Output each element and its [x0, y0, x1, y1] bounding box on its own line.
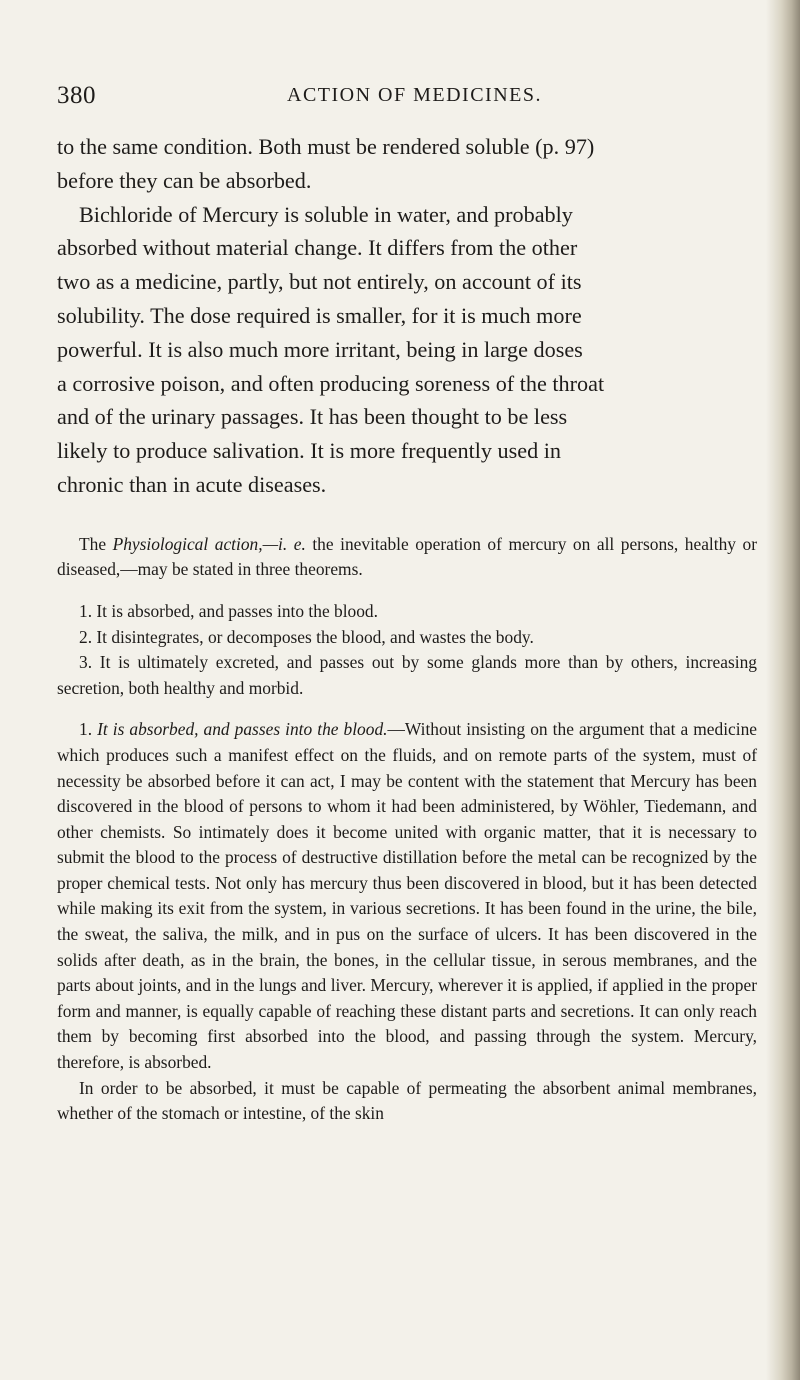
page-header: [57, 82, 757, 130]
text-line: powerful. It is also much more irritant, being in large doses: [57, 336, 583, 362]
section-1-paragraph: [57, 717, 757, 1075]
book-page: [57, 0, 757, 1127]
text-line: solubility. The dose required is smaller, for it is much more: [57, 302, 582, 328]
section-body: —Without insisting on the argument that a medicine which produces such a manifest effect on the fluids, and on remote parts of the system, must of necessity be absorbed before it can act, I may be content with the statement that Mercury has been discovered in the blood of persons to whom it had been administered, by Wöhler, Tiedemann, and other chemists. So intimately does it become united with organic matter, that it is necessary to submit the blood to the process of destructive distillation before the metal can be recognized by the proper chemical tests. Not only has mercury thus been discovered in blood, but it has been detected while making its exit from the system, in various secretions. It has been found in the urine, the bile, the sweat, the saliva, the milk, and in pus on the surface of ulcers. It has been discovered in the solids after death, as in the brain, the bones, in the cellular tissue, in serous membranes, and the parts about joints, and in the lungs and liver. Mercury, wherever it is applied, if applied in the proper form and manner, is equally capable of reaching these distant parts and secretions. It can only reach them by becoming first absorbed into the blood, and passing through the system. Mercury, therefore, is absorbed.: [57, 719, 757, 1073]
text-line: Bichloride of Mercury is soluble in water, and probably: [79, 201, 573, 227]
running-head: ACTION OF MEDICINES.: [287, 84, 542, 106]
text-line: likely to produce salivation. It is more frequently used in: [57, 438, 562, 464]
continuation-paragraph: [57, 130, 757, 198]
text-line: before they can be absorbed.: [57, 167, 312, 193]
bichloride-paragraph: [57, 198, 757, 502]
section-heading: It is absorbed, and passes into the blood.: [97, 719, 388, 740]
ie-abbreviation: —i. e.: [262, 533, 306, 554]
text-line: two as a medicine, partly, but not entirely, on account of its: [57, 269, 582, 295]
physiological-action-paragraph: [57, 532, 757, 583]
text-line: a corrosive poison, and often producing soreness of the throat: [57, 370, 605, 396]
section-number: 1.: [79, 719, 98, 740]
theorem-1: 1. It is absorbed, and passes into the blood.: [79, 600, 378, 621]
text-line: absorbed without material change. It differs from the other: [57, 235, 578, 261]
page-edge-shadow: [766, 0, 800, 1380]
physiological-action-term: Physiological action,: [112, 533, 263, 554]
paragraph-body: the inevitable operation of mercury on all persons, healthy or diseased,—may be stated in three theorems.: [57, 533, 757, 580]
final-paragraph: In order to be absorbed, it must be capable of permeating the absorbent animal membranes, whether of the stomach or intestine, of the skin: [57, 1077, 757, 1124]
text-line: and of the urinary passages. It has been thought to be less: [57, 404, 568, 430]
text-line: to the same condition. Both must be rendered soluble (p. 97): [57, 134, 595, 159]
theorem-2: 2. It disintegrates, or decomposes the blood, and wastes the body.: [79, 626, 534, 647]
theorem-3: 3. It is ultimately excreted, and passes out by some glands more than by others, increasing secretion, both healthy and morbid.: [57, 652, 757, 698]
text-line: chronic than in acute diseases.: [57, 471, 327, 497]
page-number: 380: [57, 82, 96, 109]
paragraph-prefix: The: [79, 533, 113, 554]
